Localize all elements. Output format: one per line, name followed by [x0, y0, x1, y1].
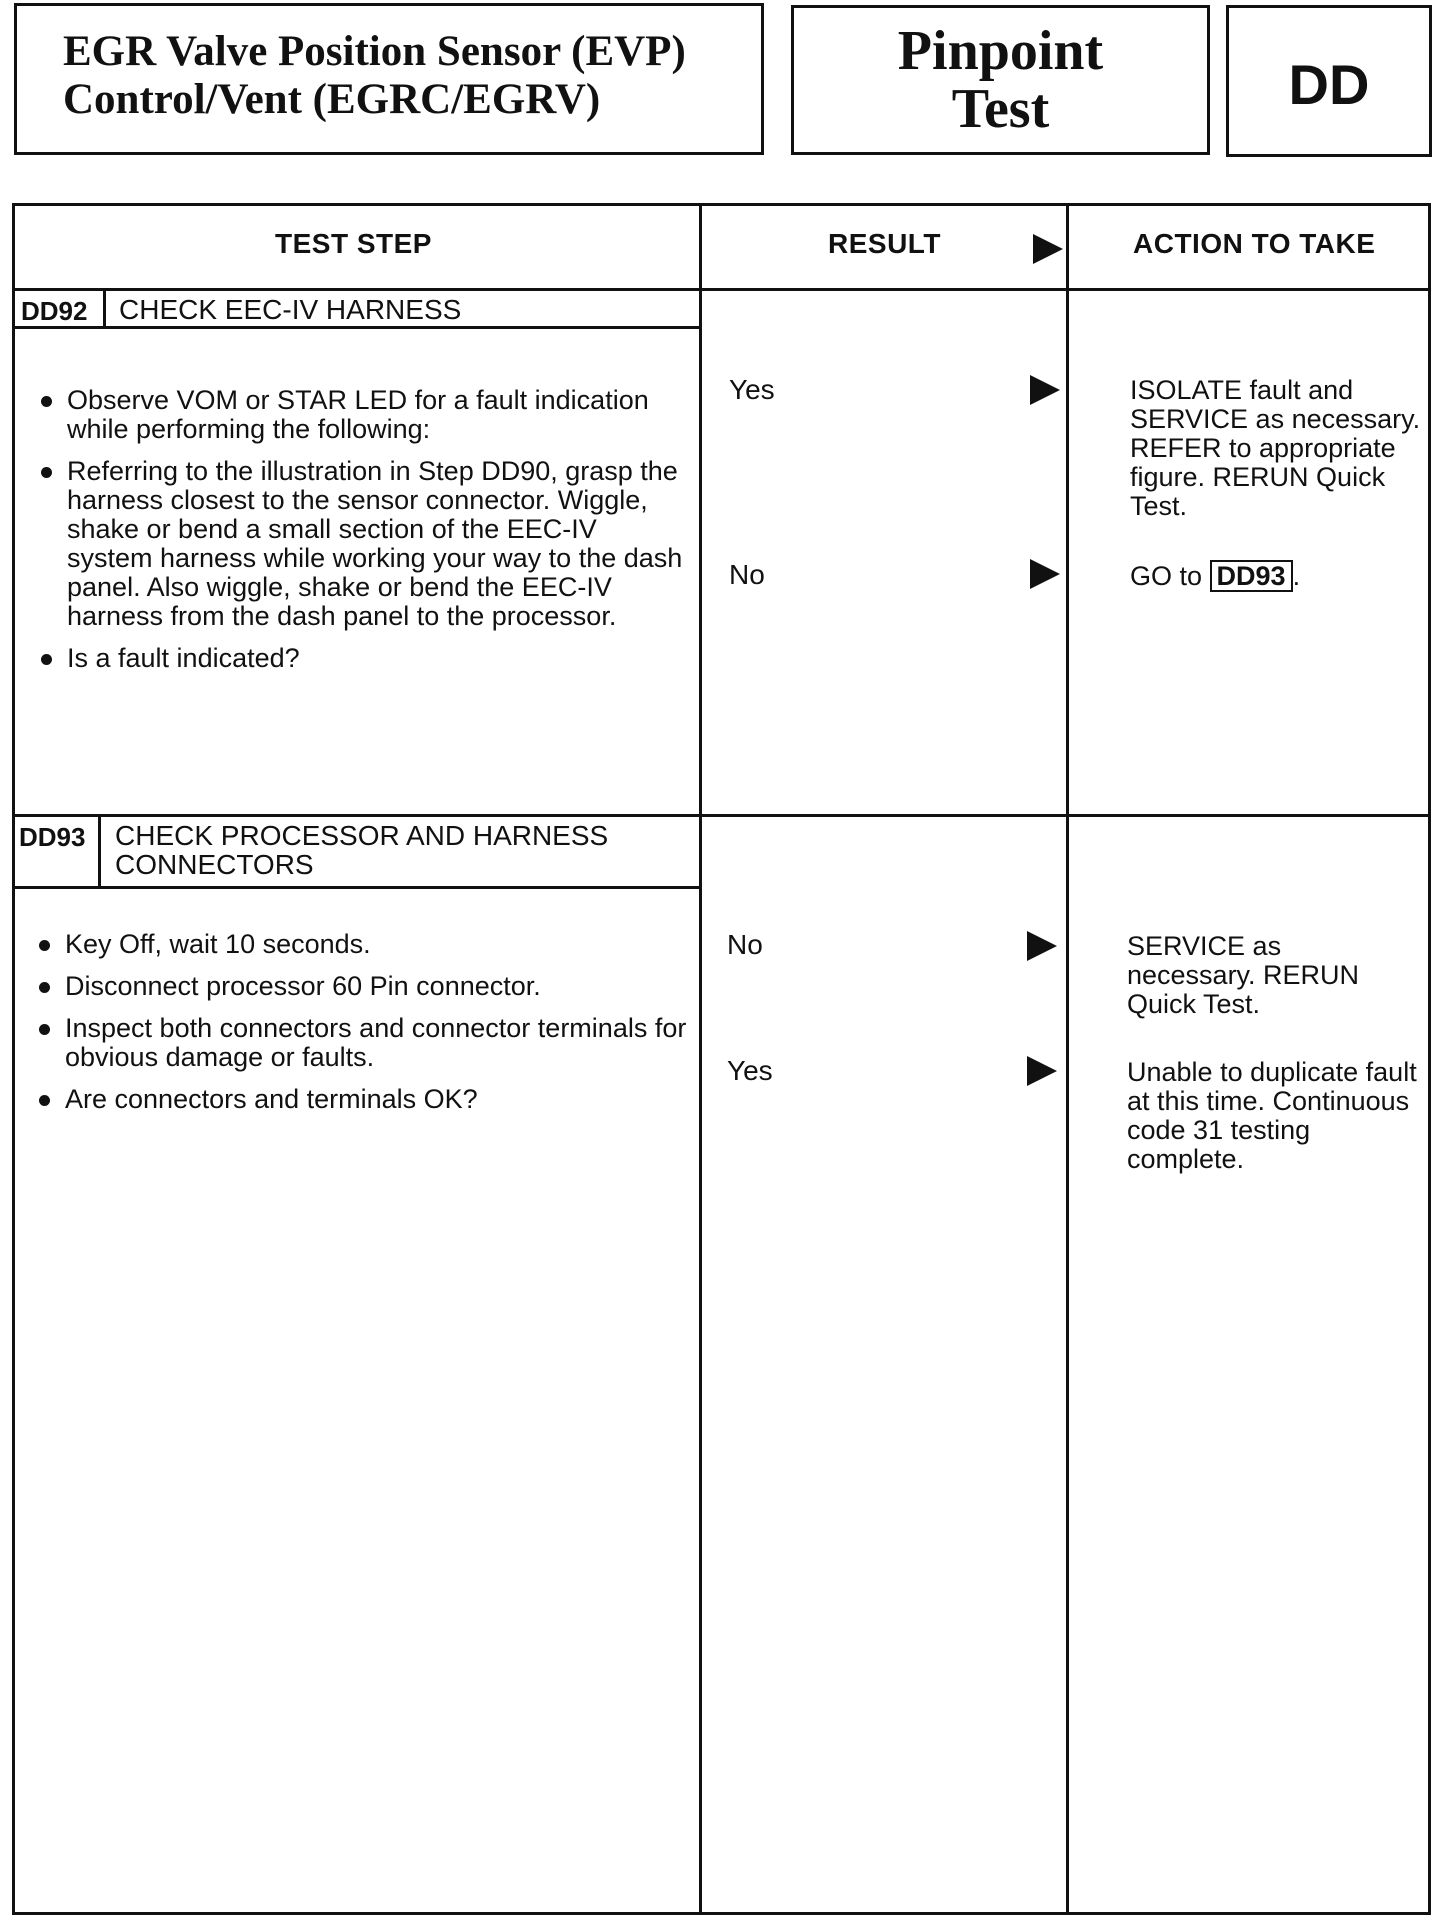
row-divider: [15, 814, 1428, 817]
header-divider: [15, 288, 1428, 291]
result-arrow-icon: [1027, 1056, 1057, 1086]
action-goto-prefix: GO to: [1130, 561, 1203, 591]
column-divider-1: [699, 206, 702, 1912]
result-label: No: [727, 929, 763, 960]
result-label: No: [729, 559, 765, 590]
bullet-icon: [39, 982, 50, 993]
action-text: [1130, 560, 1420, 592]
result-label: Yes: [729, 374, 775, 405]
step-dd93-id-divider: [98, 814, 101, 888]
result-arrow-icon: [1030, 559, 1060, 589]
result-arrow-icon: [1030, 375, 1060, 405]
action-text: ISOLATE fault and SERVICE as necessary. REFER to appropriate figure. RERUN Quick Test.: [1130, 375, 1421, 521]
column-divider-2: [1066, 206, 1069, 1912]
action-goto-suffix: .: [1292, 561, 1301, 591]
list-item: Is a fault indicated?: [39, 644, 689, 673]
step-title: CHECK EEC-IV HARNESS: [119, 294, 462, 325]
bullet-icon: [39, 940, 50, 951]
title-line-1: EGR Valve Position Sensor (EVP): [63, 28, 686, 75]
result-label: Yes: [727, 1055, 773, 1086]
pinpoint-line-1: Pinpoint: [897, 20, 1104, 82]
step-dd93-bullets: [37, 930, 687, 1127]
pinpoint-line-2: Test: [951, 78, 1050, 140]
list-item: Disconnect processor 60 Pin connector.: [37, 972, 687, 1001]
action-text: Unable to duplicate fault at this time. Continuous code 31 testing complete.: [1127, 1057, 1417, 1174]
title-line-2: Control/Vent (EGRC/EGRV): [63, 76, 601, 123]
bullet-icon: [41, 396, 52, 407]
action-text: SERVICE as necessary. RERUN Quick Test.: [1127, 931, 1360, 1019]
step-dd92-title-underline: [15, 326, 699, 329]
step-dd93-title-underline: [15, 886, 699, 889]
test-table: [12, 203, 1431, 1915]
bullet-icon: [41, 654, 52, 665]
header-title-box: [14, 3, 764, 155]
step-id: DD93: [19, 822, 86, 852]
step-id: DD92: [21, 296, 88, 326]
column-header-action: ACTION TO TAKE: [1133, 228, 1376, 259]
list-item: Inspect both connectors and connector terminals for obvious damage or faults.: [37, 1014, 687, 1072]
step-dd92-bullets: [39, 386, 689, 686]
step-title-line-1: CHECK PROCESSOR AND HARNESS: [115, 820, 609, 851]
bullet-icon: [39, 1024, 50, 1035]
bullet-icon: [39, 1095, 50, 1106]
list-item: Observe VOM or STAR LED for a fault indication while performing the following:: [39, 386, 689, 444]
step-title: [115, 821, 608, 879]
step-title-line-2: CONNECTORS: [115, 849, 314, 880]
list-item: Key Off, wait 10 seconds.: [37, 930, 687, 959]
pinpoint-test-label: [794, 22, 1207, 138]
test-code: DD: [1288, 53, 1370, 116]
list-item: Referring to the illustration in Step DD90, grasp the harness closest to the sensor connector. Wiggle, shake or bend a small section of the EEC-IV system harness while working your way to the dash panel. Also wiggle, shake or bend the EEC-IV harness from the dash panel to the processor.: [39, 457, 689, 631]
step-dd92-id-divider: [103, 288, 106, 328]
column-header-test-step: TEST STEP: [275, 228, 432, 259]
column-header-result: RESULT: [828, 228, 941, 259]
page-title: [63, 28, 686, 124]
goto-step-link[interactable]: DD93: [1210, 560, 1293, 592]
result-arrow-icon: [1033, 234, 1063, 264]
result-arrow-icon: [1027, 931, 1057, 961]
test-code-box: [1226, 5, 1432, 157]
bullet-icon: [41, 467, 52, 478]
list-item: Are connectors and terminals OK?: [37, 1085, 687, 1114]
pinpoint-test-box: [791, 5, 1210, 155]
